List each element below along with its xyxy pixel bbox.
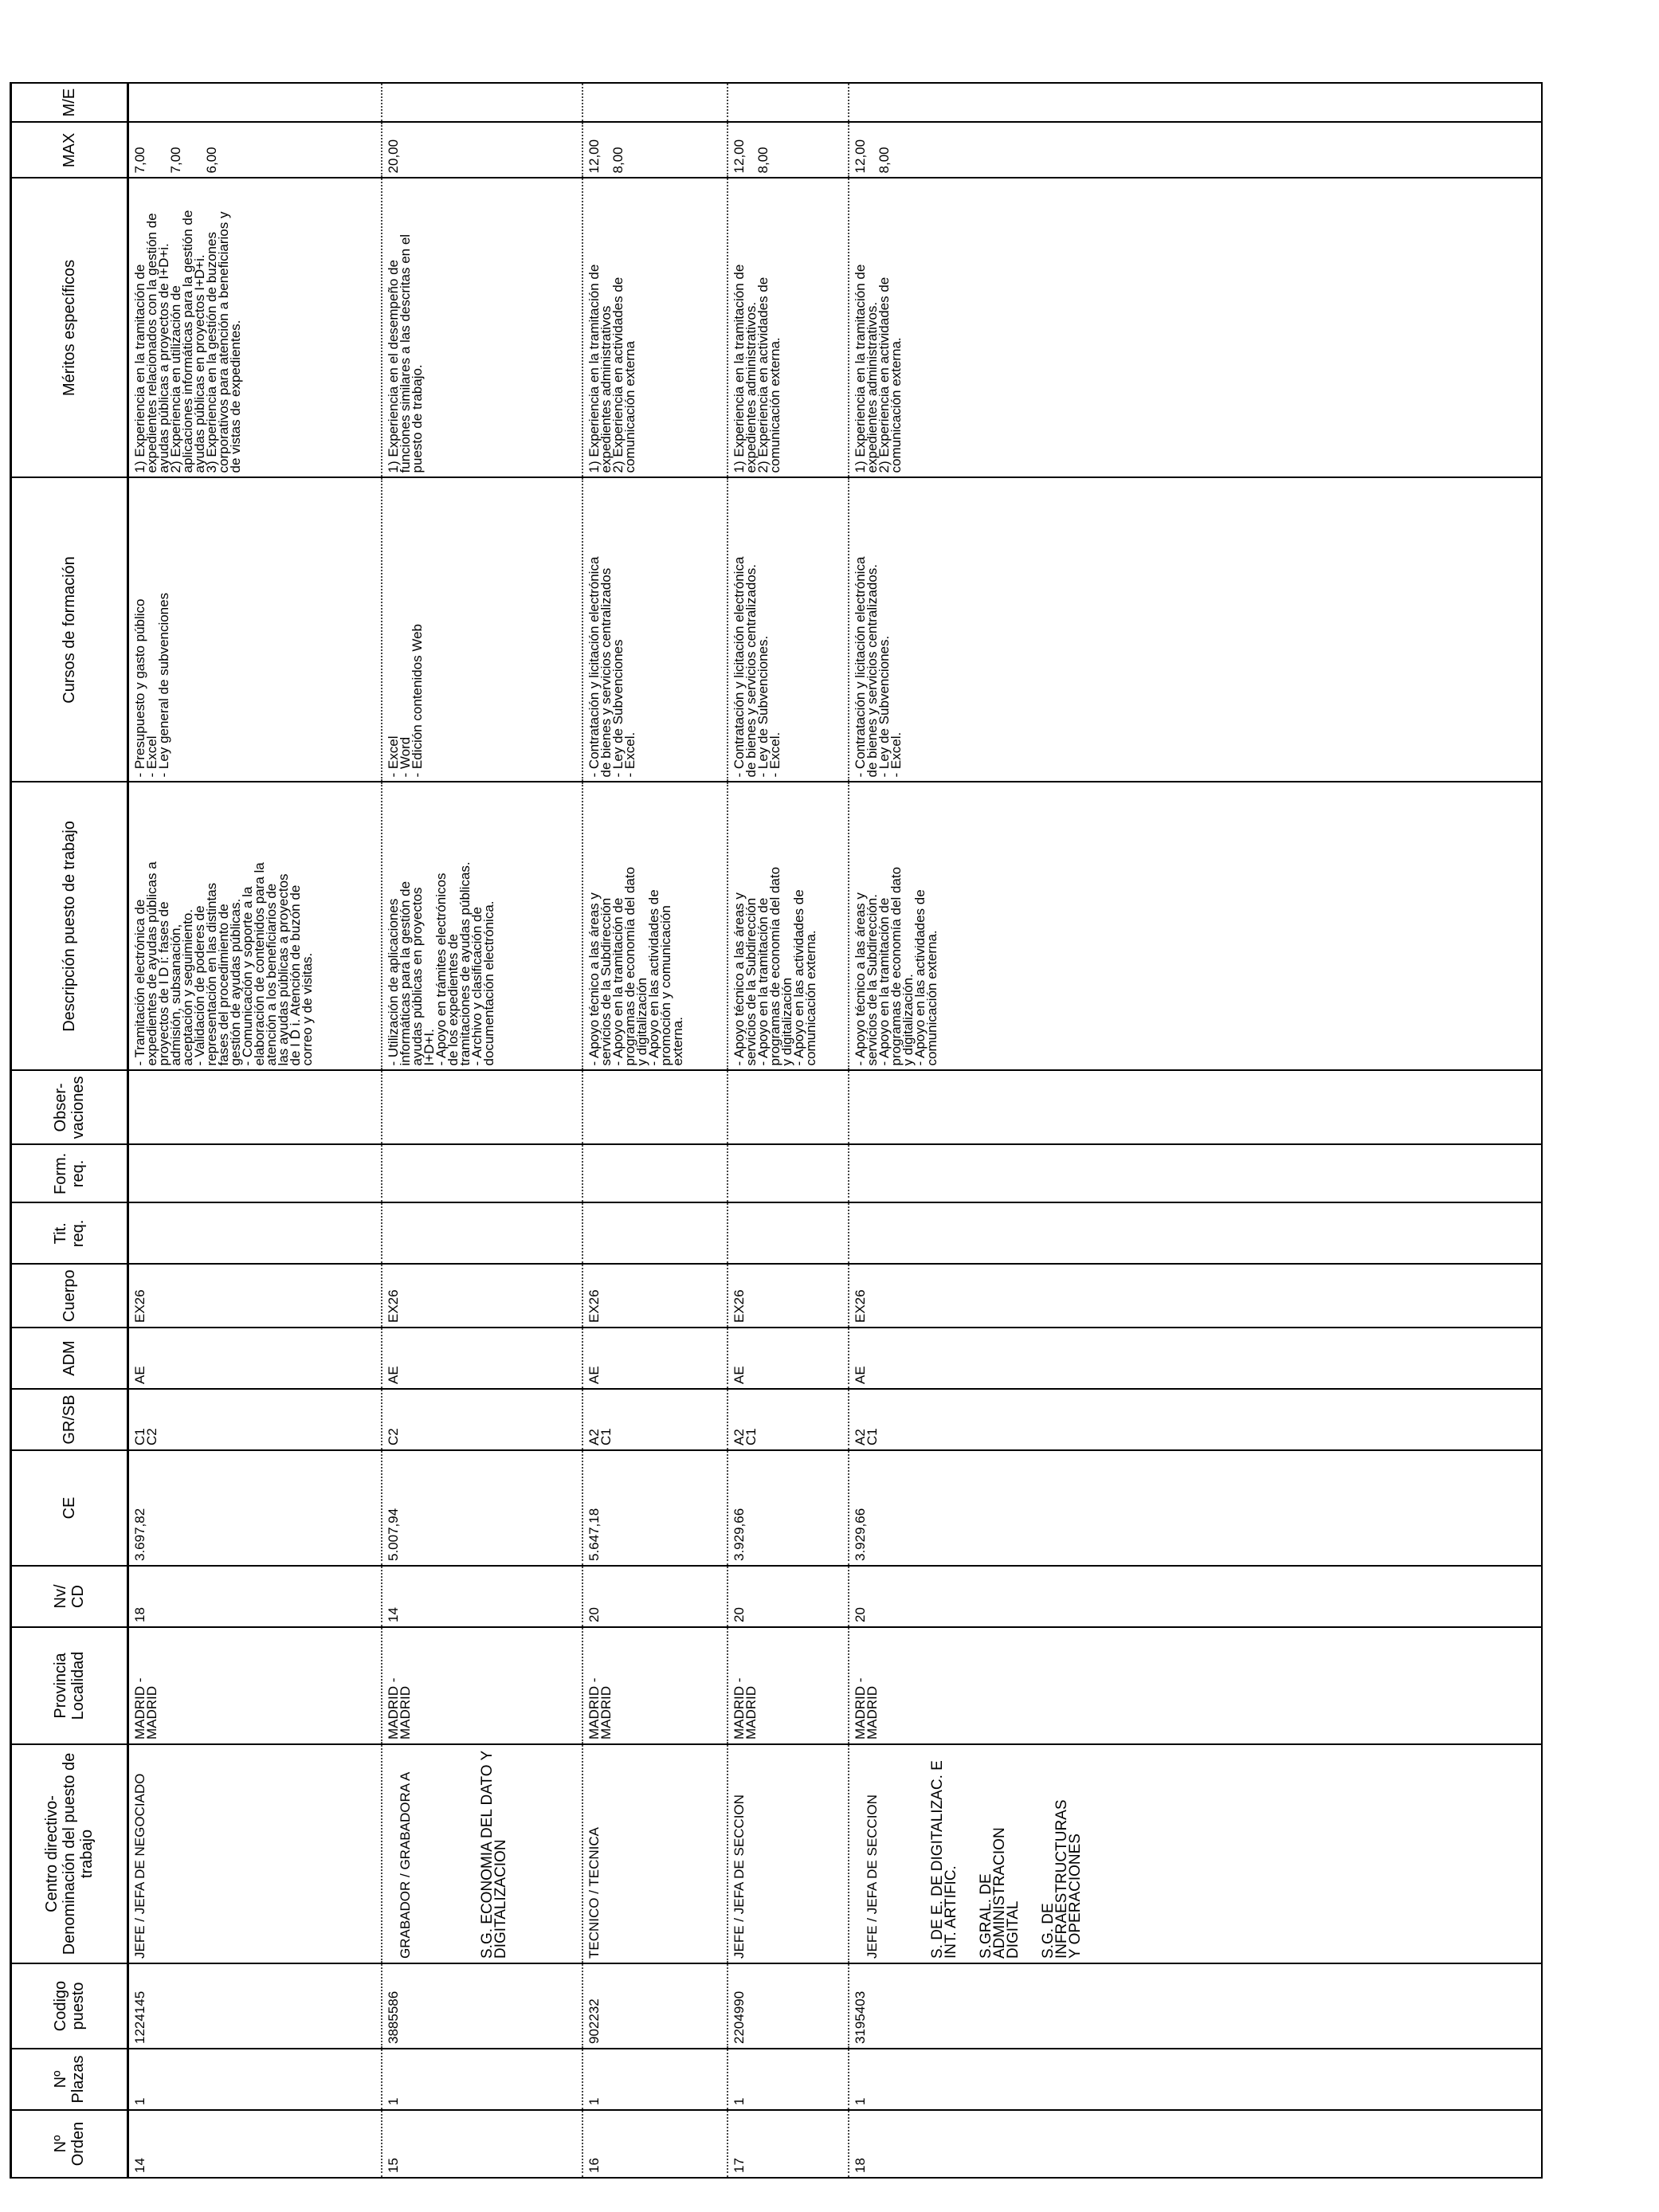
cell-grupo: A2 C1	[849, 1389, 1542, 1450]
org-unit-label: S.GRAL. DE ADMINISTRACION DIGITAL	[977, 1827, 1022, 1959]
cell-formacion	[728, 1144, 849, 1202]
cell-descripcion: - Apoyo técnico a las áreas y servicios de la Subdirección - Apoyo en la tramitación de programas de economía del dato y digitalización - Apoyo en las actividades de comunicación externa.	[728, 782, 849, 1070]
cell-observaciones	[128, 1070, 382, 1144]
cell-codigo: 1224145	[128, 1963, 382, 2049]
cell-nivel: 14	[382, 1566, 582, 1627]
org-unit-label: S.G. ECONOMIA DEL DATO Y DIGITALIZACION	[478, 1750, 509, 1959]
cell-cuerpo: EX26	[582, 1264, 728, 1328]
cell-max: 12,00 8,00	[728, 122, 849, 178]
cell-nivel: 18	[128, 1566, 382, 1627]
header-row	[11, 83, 128, 2178]
cell-meritos: 1) Experiencia en la tramitación de expedientes administrativos. 2) Experiencia en actividades de comunicación externa.	[728, 178, 849, 477]
cell-codigo: 3195403	[849, 1963, 1542, 2049]
cell-observaciones	[382, 1070, 582, 1144]
cell-titulacion	[728, 1202, 849, 1264]
cell-adm: AE	[128, 1328, 382, 1389]
org-unit-label: S. DE E. DE DIGITALIZAC. E INT. ARTIFIC.	[928, 1760, 959, 1959]
cell-adm: AE	[382, 1328, 582, 1389]
cell-meritos: 1) Experiencia en la tramitación de expedientes relacionados con la gestión de ayudas públicas a proyectos de I+D+i. 2) Experiencia en utilización de aplicaciones informáticas para la gestión de ayudas públicas en proyectos I+D+i. 3) Experiencia en la gestión de buzones corporativos para atención a beneficiarios y de vistas de expedientes.	[128, 178, 382, 477]
cell-ce: 5.647,18	[582, 1450, 728, 1566]
header-plazas: Nº Plazas	[11, 2049, 128, 2110]
table-row	[582, 83, 728, 2178]
cell-max: 12,00 8,00	[582, 122, 728, 178]
cell-centro: TECNICO / TECNICA	[582, 1744, 728, 1963]
cell-plazas: 1	[728, 2049, 849, 2110]
header-provincia: Provincia Localidad	[11, 1627, 128, 1744]
cell-cursos: - Excel - Word - Edición contenidos Web	[382, 477, 582, 782]
cell-plazas: 1	[128, 2049, 382, 2110]
header-cuerpo: Cuerpo	[11, 1264, 128, 1328]
cell-orden: 15	[382, 2110, 582, 2178]
cell-nivel: 20	[849, 1566, 1542, 1627]
table-row	[128, 83, 382, 2178]
cell-cuerpo: EX26	[382, 1264, 582, 1328]
cell-descripcion: - Utilización de aplicaciones informáticas para la gestión de ayudas públicas en proyectos I+D+I. - Apoyo en trámites electrónicos de los expedientes de tramitaciones de ayudas públicas. - Archivo y clasificación de documentación electrónica.	[382, 782, 582, 1070]
header-orden: Nº Orden	[11, 2110, 128, 2178]
cell-ce: 3.929,66	[728, 1450, 849, 1566]
cell-provincia: MADRID - MADRID	[849, 1627, 1542, 1744]
cell-codigo: 902232	[582, 1963, 728, 2049]
cell-descripcion: - Tramitación electrónica de expedientes de ayudas públicas a proyectos de I D i: fases de admisión, subsanación, aceptación y seguimiento. - Validación de poderes de representación en las distintas fases del procedimiento de gestión de ayudas públicas. - Comunicación y soporte a la elaboración de contenidos para la atención a los beneficiarios de las ayudas públicas a proyectos de I D i. Atención de buzón de correo y de visitas.	[128, 782, 382, 1070]
cell-orden: 18	[849, 2110, 1542, 2178]
cell-max: 12,00 8,00	[849, 122, 1542, 178]
table-row	[849, 83, 1542, 2178]
org-unit-label: S.G. DE INFRAESTRUCTURAS Y OPERACIONES	[1039, 1799, 1084, 1959]
cell-codigo: 2204990	[728, 1963, 849, 2049]
position-name: JEFE / JEFA DE SECCION	[864, 1794, 880, 1959]
cell-me	[849, 83, 1542, 123]
cell-descripcion: - Apoyo técnico a las áreas y servicios de la Subdirección - Apoyo en la tramitación de programas de economía del dato y digitalización - Apoyo en las actividades de promoción y comunicación externa.	[582, 782, 728, 1070]
cell-max: 20,00	[382, 122, 582, 178]
cell-adm: AE	[849, 1328, 1542, 1389]
cell-centro: JEFE / JEFA DE NEGOCIADO	[128, 1744, 382, 1963]
header-ce: CE	[11, 1450, 128, 1566]
cell-centro: JEFE / JEFA DE SECCION	[728, 1744, 849, 1963]
cell-orden: 14	[128, 2110, 382, 2178]
cell-codigo: 3885586	[382, 1963, 582, 2049]
cell-titulacion	[128, 1202, 382, 1264]
cell-adm: AE	[728, 1328, 849, 1389]
cell-cursos: - Contratación y licitación electrónica de bienes y servicios centralizados. - Ley de Subvenciones. - Excel.	[849, 477, 1542, 782]
cell-formacion	[849, 1144, 1542, 1202]
cell-nivel: 20	[582, 1566, 728, 1627]
cell-meritos: 1) Experiencia en la tramitación de expedientes administrativos 2) Experiencia en actividades de comunicación externa	[582, 178, 728, 477]
cell-provincia: MADRID - MADRID	[128, 1627, 382, 1744]
header-codigo: Codigo puesto	[11, 1963, 128, 2049]
trailing-org-units	[917, 1749, 1096, 1959]
cell-provincia: MADRID - MADRID	[728, 1627, 849, 1744]
cell-cuerpo: EX26	[728, 1264, 849, 1328]
cell-formacion	[128, 1144, 382, 1202]
header-formacion: Form. req.	[11, 1144, 128, 1202]
header-cursos: Cursos de formación	[11, 477, 128, 782]
job-positions-table	[10, 82, 1543, 2179]
cell-ce: 3.929,66	[849, 1450, 1542, 1566]
cell-descripcion: - Apoyo técnico a las áreas y servicios de la Subdirección. - Apoyo en la tramitación de programas de economía del dato y digitalización. - Apoyo en las actividades de comunicación externa.	[849, 782, 1542, 1070]
cell-formacion	[382, 1144, 582, 1202]
cell-me	[382, 83, 582, 123]
cell-observaciones	[849, 1070, 1542, 1144]
header-adm: ADM	[11, 1328, 128, 1389]
cell-provincia: MADRID - MADRID	[382, 1627, 582, 1744]
header-centro: Centro directivo- Denominación del puesto de trabajo	[11, 1744, 128, 1963]
cell-cuerpo: EX26	[128, 1264, 382, 1328]
cell-grupo: A2 C1	[582, 1389, 728, 1450]
cell-grupo: C2	[382, 1389, 582, 1450]
cell-formacion	[582, 1144, 728, 1202]
cell-observaciones	[728, 1070, 849, 1144]
cell-titulacion	[582, 1202, 728, 1264]
header-titulacion: Tit. req.	[11, 1202, 128, 1264]
cell-max: 7,00 7,00 6,00	[128, 122, 382, 178]
cell-me	[582, 83, 728, 123]
cell-titulacion	[849, 1202, 1542, 1264]
cell-observaciones	[582, 1070, 728, 1144]
header-nivel: Nv/ CD	[11, 1566, 128, 1627]
cell-meritos: 1) Experiencia en la tramitación de expedientes administrativos. 2) Experiencia en actividades de comunicación externa.	[849, 178, 1542, 477]
cell-plazas: 1	[849, 2049, 1542, 2110]
cell-orden: 17	[728, 2110, 849, 2178]
header-meritos: Méritos específicos	[11, 178, 128, 477]
cell-grupo: A2 C1	[728, 1389, 849, 1450]
cell-nivel: 20	[728, 1566, 849, 1627]
cell-plazas: 1	[382, 2049, 582, 2110]
cell-me	[728, 83, 849, 123]
cell-meritos: 1) Experiencia en el desempeño de funciones similares a las descritas en el puesto de trabajo.	[382, 178, 582, 477]
cell-ce: 5.007,94	[382, 1450, 582, 1566]
cell-grupo: C1 C2	[128, 1389, 382, 1450]
cell-me	[128, 83, 382, 123]
cell-centro	[849, 1744, 1542, 1963]
cell-ce: 3.697,82	[128, 1450, 382, 1566]
header-grupo: GR/SB	[11, 1389, 128, 1450]
header-max: MAX	[11, 122, 128, 178]
position-name: GRABADOR / GRABADORA A	[397, 1771, 413, 1959]
cell-orden: 16	[582, 2110, 728, 2178]
cell-cuerpo: EX26	[849, 1264, 1542, 1328]
cell-adm: AE	[582, 1328, 728, 1389]
cell-cursos: - Contratación y licitación electrónica de bienes y servicios centralizados - Ley de Subvenciones - Excel.	[582, 477, 728, 782]
cell-provincia: MADRID - MADRID	[582, 1627, 728, 1744]
cell-titulacion	[382, 1202, 582, 1264]
cell-plazas: 1	[582, 2049, 728, 2110]
table-row	[728, 83, 849, 2178]
cell-cursos: - Contratación y licitación electrónica de bienes y servicios centralizados. - Ley de Subvenciones. - Excel.	[728, 477, 849, 782]
cell-cursos: - Presupuesto y gasto público - Excel - Ley general de subvenciones	[128, 477, 382, 782]
table-row	[382, 83, 582, 2178]
header-observaciones: Obser- vaciones	[11, 1070, 128, 1144]
cell-centro	[382, 1744, 582, 1963]
header-me: M/E	[11, 83, 128, 123]
header-descripcion: Descripción puesto de trabajo	[11, 782, 128, 1070]
